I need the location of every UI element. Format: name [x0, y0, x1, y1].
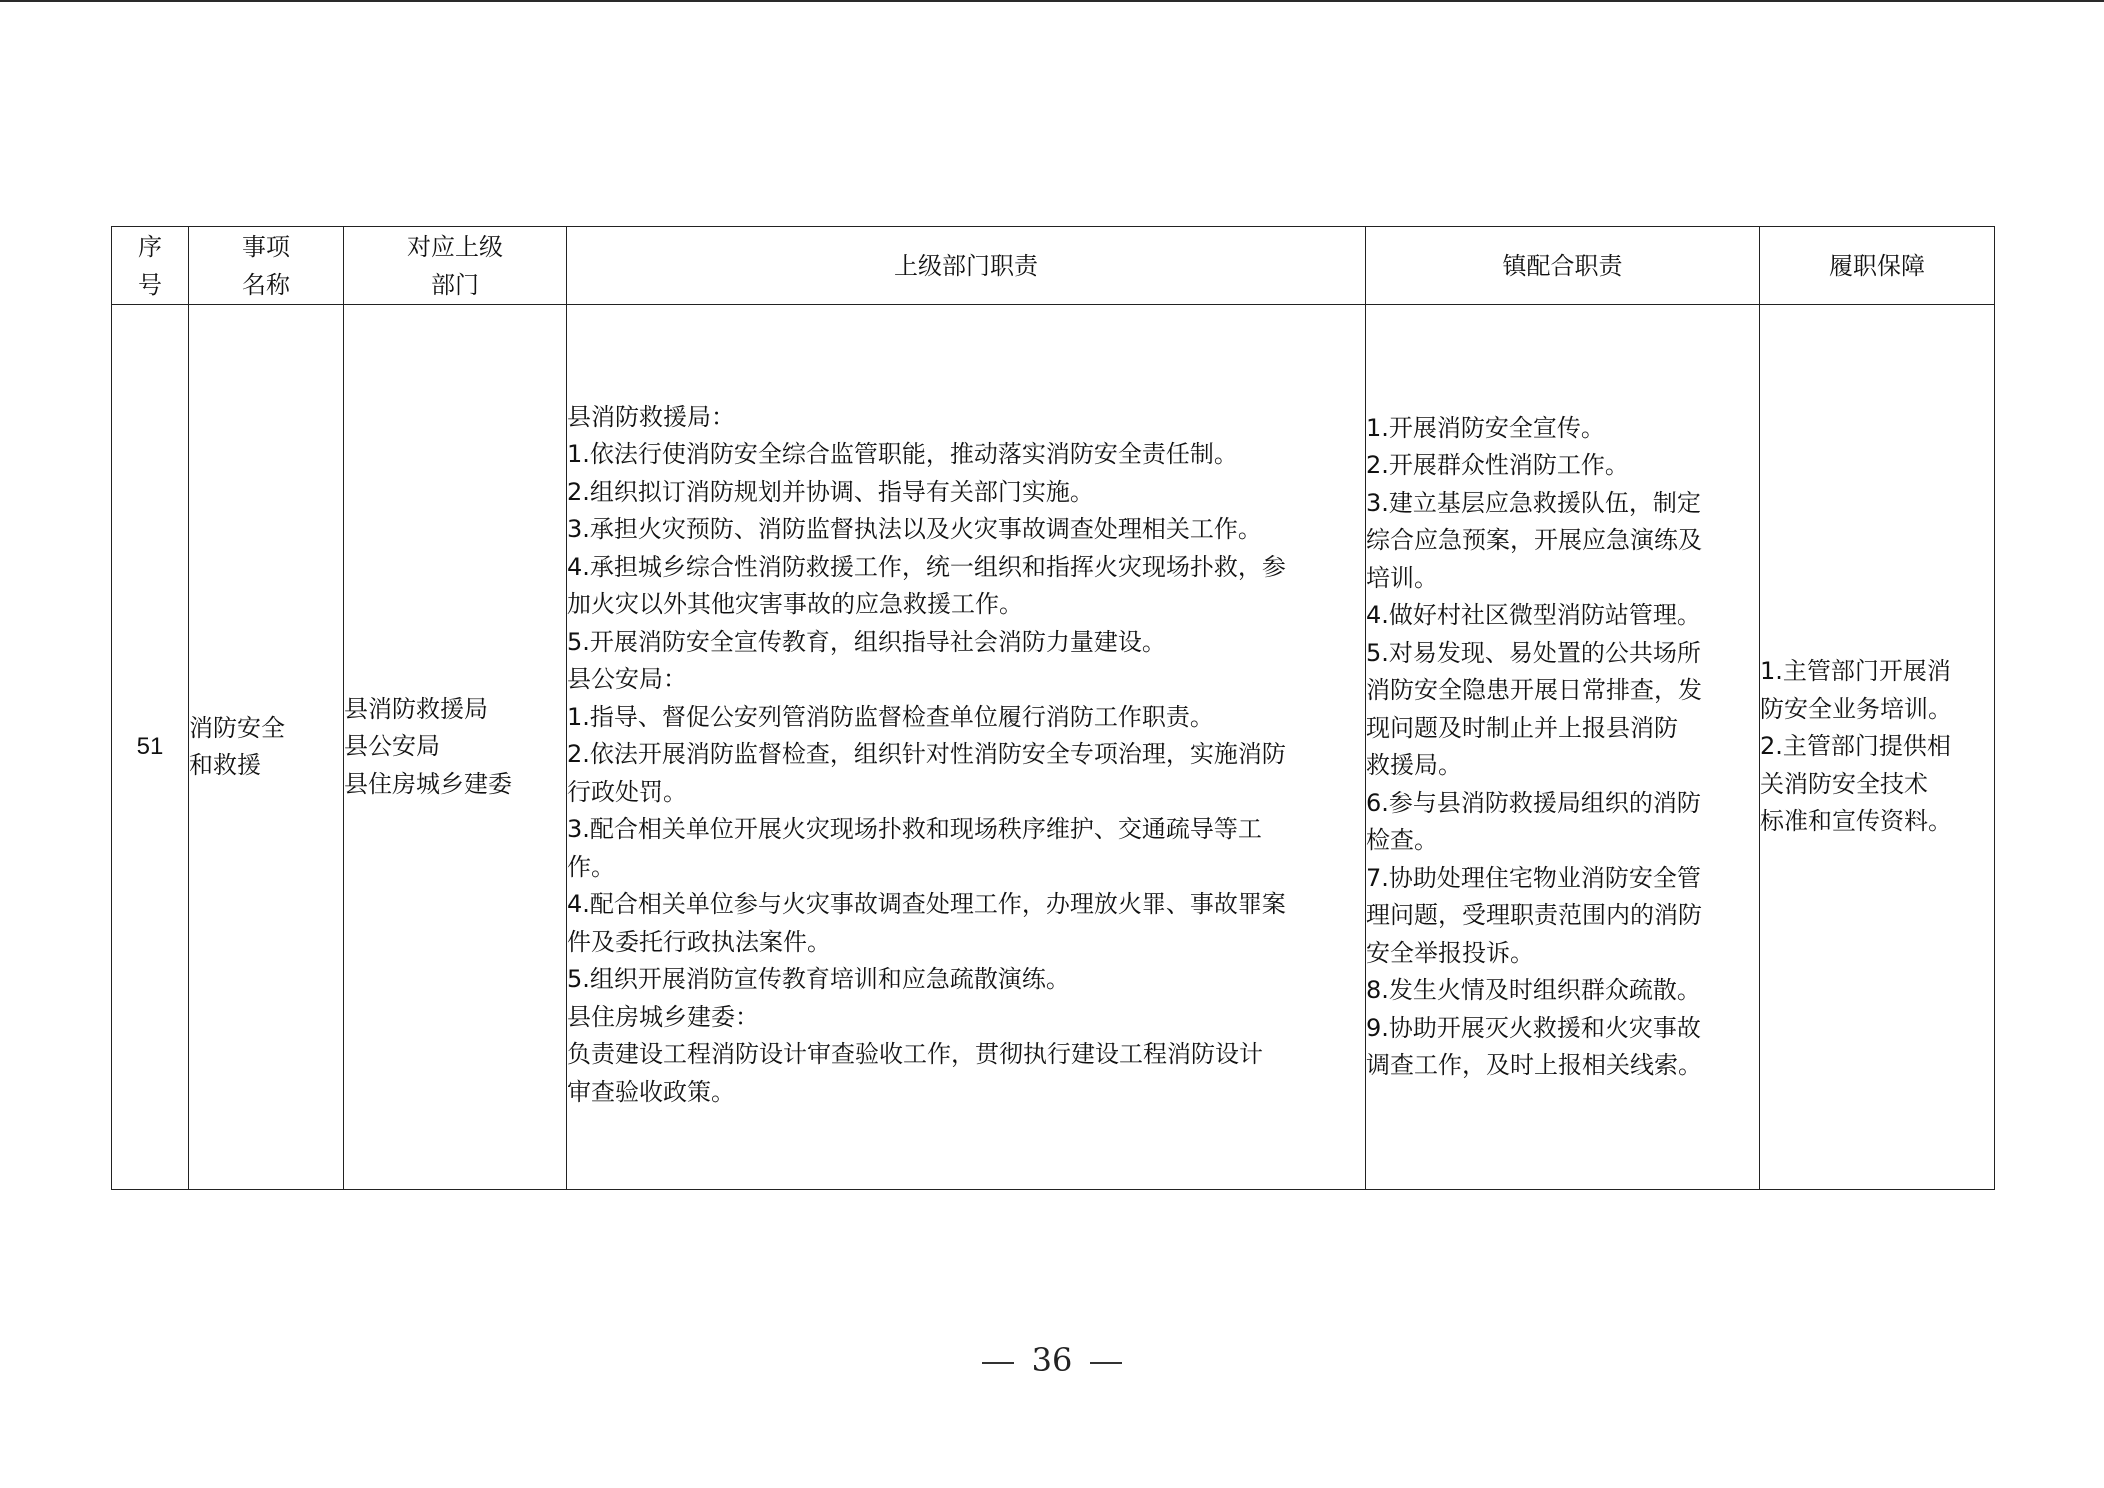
dept-line: 县公安局: [344, 732, 440, 761]
header-superior-duties: 上级部门职责: [567, 227, 1366, 305]
dash-left-icon: [982, 1362, 1014, 1364]
header-seq: 序 号: [112, 227, 189, 305]
cell-guarantee: 1.主管部门开展消 防安全业务培训。 2.主管部门提供相 关消防安全技术 标准和宣传资料。: [1760, 305, 1995, 1190]
cell-seq: 51: [112, 305, 189, 1190]
page-number: 36: [0, 1341, 2104, 1379]
header-guarantee: 履职保障: [1760, 227, 1995, 305]
header-town-duties: 镇配合职责: [1366, 227, 1760, 305]
dept-line: 县住房城乡建委: [344, 769, 512, 798]
cell-item-name: 消防安全 和救援: [189, 305, 344, 1190]
top-border-line: [0, 0, 2104, 2]
cell-superior-duties: 县消防救援局： 1.依法行使消防安全综合监管职能，推动落实消防安全责任制。 2.组织拟订消防规划并协调、指导有关部门实施。 3.承担火灾预防、消防监督执法以及火灾事故调查处理相关工作。 4.承担城乡综合性消防救援工作，统一组织和指挥火灾现场扑救，参 加火灾以外其他灾害事故的应急救援工作。 5.开展消防安全宣传教育，组织指导社会消防力量建设。 县公安局： 1.指导、督促公安列管消防监督检查单位履行消防工作职责。 2.依法开展消防监督检查，组织针对性消防安全专项治理，实施消防 行政处罚。 3.配合相关单位开展火灾现场扑救和现场秩序维护、交通疏导等工 作。 4.配合相关单位参与火灾事故调查处理工作，办理放火罪、事故罪案 件及委托行政执法案件。 5.组织开展消防宣传教育培训和应急疏散演练。 县住房城乡建委： 负责建设工程消防设计审查验收工作，贯彻执行建设工程消防设计 审查验收政策。: [567, 305, 1366, 1190]
cell-superior-depts: [344, 305, 567, 1190]
duty-table: [111, 226, 1995, 1190]
dash-right-icon: [1090, 1362, 1122, 1364]
table-row: [112, 305, 1995, 1190]
cell-town-duties: 1.开展消防安全宣传。 2.开展群众性消防工作。 3.建立基层应急救援队伍，制定 综合应急预案，开展应急演练及 培训。 4.做好村社区微型消防站管理。 5.对易发现、易处置的公共场所 消防安全隐患开展日常排查，发 现问题及时制止并上报县消防 救援局。 6.参与县消防救援局组织的消防 检查。 7.协助处理住宅物业消防安全管 理问题，受理职责范围内的消防 安全举报投诉。 8.发生火情及时组织群众疏散。 9.协助开展灭火救援和火灾事故 调查工作，及时上报相关线索。: [1366, 305, 1760, 1190]
dept-line: 县消防救援局: [344, 694, 488, 723]
table-header-row: [112, 227, 1995, 305]
header-superior-dept: 对应上级 部门: [344, 227, 567, 305]
header-item-name: 事项 名称: [189, 227, 344, 305]
